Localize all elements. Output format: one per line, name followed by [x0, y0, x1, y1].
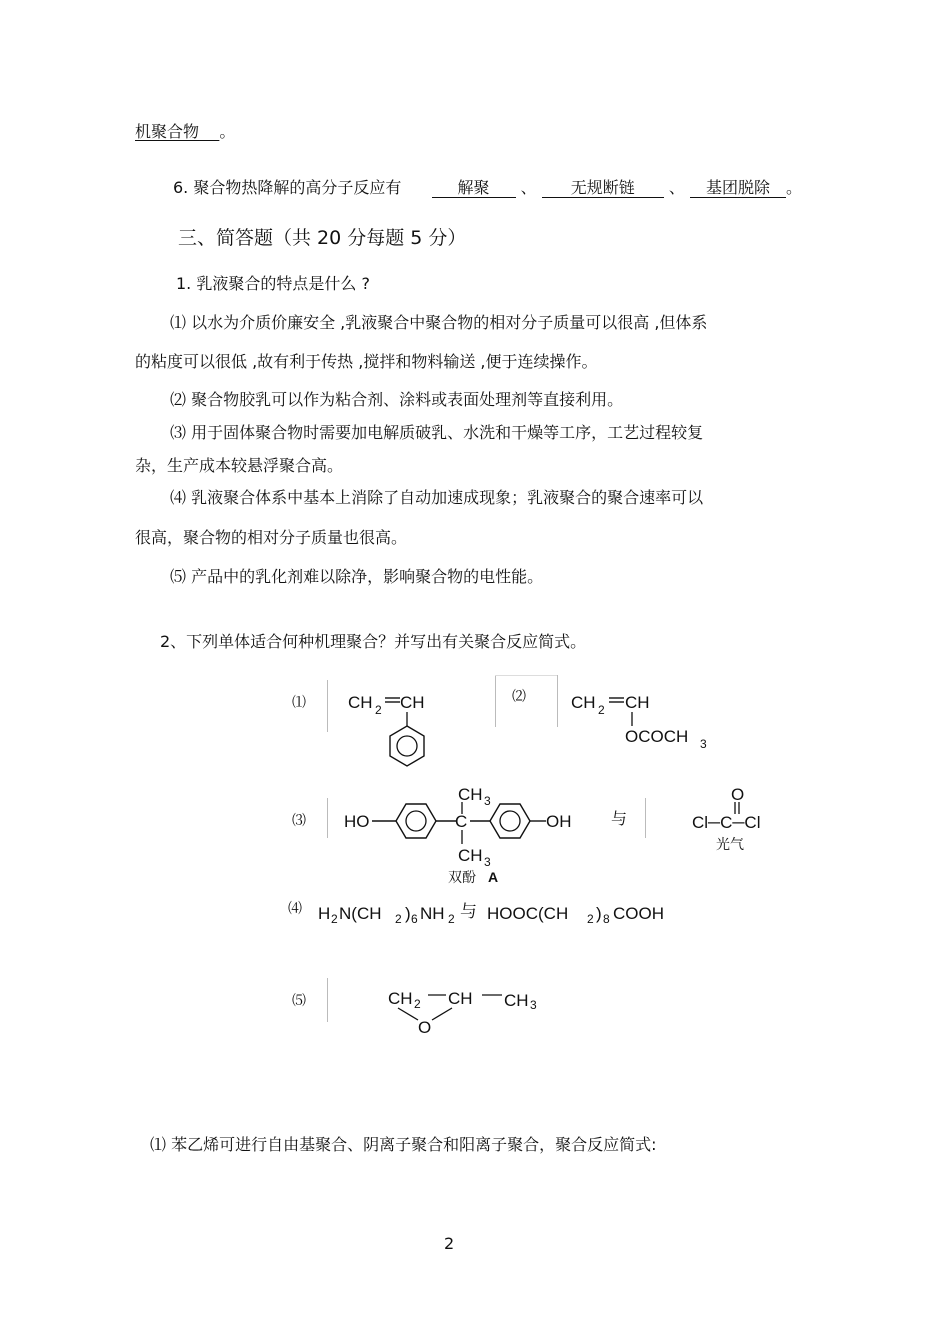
bisphenol-a-structure — [344, 785, 627, 885]
s1-ch: CH — [348, 693, 373, 712]
svg-text:2: 2 — [331, 912, 338, 926]
s5-o: O — [418, 1018, 432, 1037]
svg-text:3: 3 — [484, 794, 491, 808]
answer-1-3a: ⑶ 用于固体聚合物时需要加电解质破乳、水洗和干燥等工序，工艺过程较复 — [170, 423, 704, 442]
answer-1-4b: 很高，聚合物的相对分子质量也很高。 — [135, 528, 408, 547]
svg-text:3: 3 — [530, 998, 537, 1012]
svg-text:2: 2 — [414, 997, 421, 1011]
svg-text:CH: CH — [625, 693, 650, 712]
phosgene-structure — [692, 785, 760, 852]
struct-num-2: ⑵ — [512, 689, 526, 705]
propylene-oxide-structure — [388, 989, 537, 1037]
q6-answer-2: 无规断链 — [542, 179, 664, 198]
svg-text:CH: CH — [388, 989, 413, 1008]
phos-line: Cl─C─Cl — [692, 813, 761, 832]
q6-end: 。 — [785, 178, 802, 197]
s1-sub: 2 — [375, 703, 382, 717]
answer-1-3b: 杂，生产成本较悬浮聚合高。 — [135, 456, 344, 475]
svg-text:8: 8 — [603, 912, 610, 926]
q6-answer-1: 解聚 — [432, 179, 516, 198]
s3-c: C — [455, 812, 468, 831]
s3-ho: HO — [344, 812, 370, 831]
svg-text:N(CH: N(CH — [339, 904, 382, 923]
q6-prefix: 6. 聚合物热降解的高分子反应有 — [173, 178, 402, 197]
answer-1-4a: ⑷ 乳液聚合体系中基本上消除了自动加速成现象；乳液聚合的聚合速率可以 — [170, 488, 704, 507]
phos-o: O — [731, 785, 745, 804]
q6-sep-1: 、 — [520, 178, 537, 197]
s3-oh: OH — [546, 812, 572, 831]
svg-text:H: H — [318, 904, 331, 923]
page-number: 2 — [444, 1234, 455, 1253]
question-2: 2、下列单体适合何种机理聚合？并写出有关聚合反应简式。 — [160, 632, 587, 651]
benzene-ring — [390, 726, 424, 766]
svg-text:2: 2 — [395, 912, 402, 926]
top-answer: 机聚合物 — [135, 122, 200, 141]
s1-ch-b: CH — [400, 693, 425, 712]
answer-1-2: ⑵ 聚合物胶乳可以作为粘合剂、涂料或表面处理剂等直接利用。 — [170, 390, 624, 409]
phos-name: 光气 — [716, 836, 744, 852]
diamine-diacid-structure — [318, 902, 664, 926]
s3-yu: 与 — [611, 811, 628, 828]
svg-text:CH: CH — [448, 989, 473, 1008]
s4-yu: 与 — [460, 902, 477, 921]
svg-text:): ) — [596, 904, 602, 923]
svg-text:): ) — [405, 904, 411, 923]
q6-sep-2: 、 — [668, 178, 685, 197]
struct-num-5: ⑸ — [292, 993, 306, 1009]
svg-text:COOH: COOH — [613, 904, 664, 923]
answer-1-1a: ⑴ 以水为介质价廉安全 ,乳液聚合中聚合物的相对分子质量可以很高 ,但体系 — [170, 313, 708, 332]
struct-num-1: ⑴ — [292, 695, 306, 711]
svg-text:6: 6 — [411, 912, 418, 926]
question-1: 1. 乳液聚合的特点是什么 ? — [176, 274, 370, 293]
answer-2-1: ⑴ 苯乙烯可进行自由基聚合、阴离子聚合和阳离子聚合，聚合反应简式: — [150, 1135, 657, 1154]
s2-bottom: OCOCH — [625, 727, 689, 746]
q6-answer-3: 基团脱除 — [690, 179, 786, 198]
struct-num-4: ⑷ — [288, 901, 302, 917]
svg-text:HOOC(CH: HOOC(CH — [487, 904, 569, 923]
svg-text:NH: NH — [420, 904, 445, 923]
svg-text:3: 3 — [484, 855, 491, 869]
top-end: 。 — [219, 122, 236, 141]
s2-sub: 2 — [598, 703, 605, 717]
svg-text:CH: CH — [571, 693, 596, 712]
s3-name-bold: A — [488, 869, 499, 885]
s3-ch3-top: CH — [458, 785, 483, 804]
svg-text:CH: CH — [504, 991, 529, 1010]
answer-1-5: ⑸ 产品中的乳化剂难以除净，影响聚合物的电性能。 — [170, 567, 544, 586]
svg-text:2: 2 — [448, 912, 455, 926]
section-title: 三、简答题（共 20 分每题 5 分） — [178, 227, 467, 249]
vinyl-acetate-structure — [571, 693, 707, 751]
answer-1-1b: 的粘度可以很低 ,故有利于传热 ,搅拌和物料输送 ,便于连续操作。 — [135, 352, 598, 371]
struct-num-3: ⑶ — [292, 813, 306, 829]
s3-name: 双酚 — [448, 869, 476, 885]
svg-text:2: 2 — [587, 912, 594, 926]
s2-sub2: 3 — [700, 737, 707, 751]
styrene-structure — [348, 693, 425, 766]
s3-ch3-bot: CH — [458, 846, 483, 865]
